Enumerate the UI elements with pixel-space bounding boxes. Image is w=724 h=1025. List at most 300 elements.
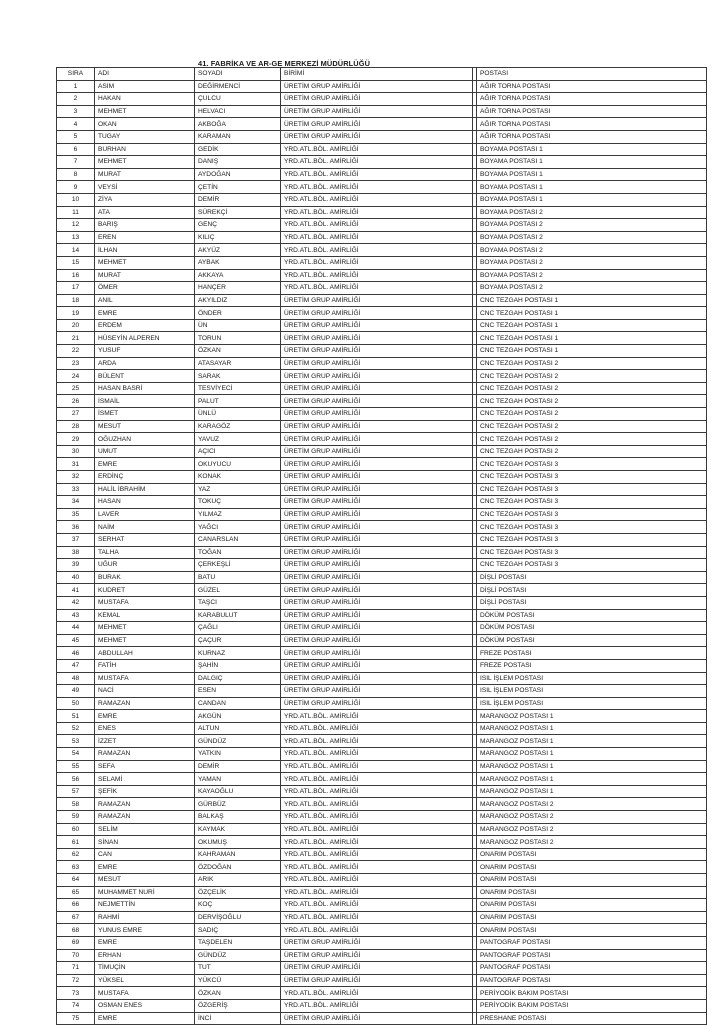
table-row <box>57 546 707 559</box>
cell-birimi: YRD.ATL.BÖL. AMİRLİĞİ <box>281 143 473 156</box>
cell-sira: 8 <box>57 168 95 181</box>
cell-adi: RAMAZAN <box>95 697 195 710</box>
cell-postasi: BOYAMA POSTASI 1 <box>477 181 707 194</box>
cell-sira: 68 <box>57 924 95 937</box>
cell-sira: 69 <box>57 936 95 949</box>
cell-sira: 58 <box>57 798 95 811</box>
cell-postasi: DÖKÜM POSTASI <box>477 622 707 635</box>
cell-birimi: ÜRETİM GRUP AMİRLİĞİ <box>281 445 473 458</box>
table-row <box>57 634 707 647</box>
cell-adi: KEMAL <box>95 609 195 622</box>
cell-adi: NACİ <box>95 685 195 698</box>
table-row <box>57 987 707 1000</box>
cell-adi: OSMAN ENES <box>95 999 195 1012</box>
table-row <box>57 760 707 773</box>
cell-adi: SERHAT <box>95 533 195 546</box>
table-row <box>57 748 707 761</box>
table-row <box>57 999 707 1012</box>
cell-sira: 40 <box>57 571 95 584</box>
cell-birimi: YRD.ATL.BÖL. AMİRLİĞİ <box>281 811 473 824</box>
cell-birimi: YRD.ATL.BÖL. AMİRLİĞİ <box>281 219 473 232</box>
cell-adi: VEYSİ <box>95 181 195 194</box>
cell-postasi: AĞIR TORNA POSTASI <box>477 105 707 118</box>
cell-adi: MESUT <box>95 420 195 433</box>
cell-postasi: PANTOGRAF POSTASI <box>477 949 707 962</box>
cell-sira: 30 <box>57 445 95 458</box>
cell-postasi: ISIL İŞLEM POSTASI <box>477 697 707 710</box>
cell-adi: ATA <box>95 206 195 219</box>
table-row <box>57 219 707 232</box>
cell-birimi: ÜRETİM GRUP AMİRLİĞİ <box>281 609 473 622</box>
table-row <box>57 156 707 169</box>
table-row <box>57 332 707 345</box>
cell-birimi: ÜRETİM GRUP AMİRLİĞİ <box>281 521 473 534</box>
cell-postasi: ONARIM POSTASI <box>477 848 707 861</box>
cell-postasi: AĞIR TORNA POSTASI <box>477 118 707 131</box>
table-row <box>57 118 707 131</box>
cell-sira: 51 <box>57 710 95 723</box>
table-row <box>57 571 707 584</box>
cell-postasi: DİŞLİ POSTASI <box>477 596 707 609</box>
cell-postasi: CNC TEZGAH POSTASI 3 <box>477 533 707 546</box>
cell-adi: NAİM <box>95 521 195 534</box>
cell-postasi: CNC TEZGAH POSTASI 3 <box>477 471 707 484</box>
cell-birimi: ÜRETİM GRUP AMİRLİĞİ <box>281 471 473 484</box>
cell-sira: 21 <box>57 332 95 345</box>
cell-birimi: ÜRETİM GRUP AMİRLİĞİ <box>281 105 473 118</box>
cell-sira: 25 <box>57 382 95 395</box>
cell-birimi: ÜRETİM GRUP AMİRLİĞİ <box>281 332 473 345</box>
cell-postasi: CNC TEZGAH POSTASI 3 <box>477 508 707 521</box>
table-row <box>57 949 707 962</box>
cell-birimi: ÜRETİM GRUP AMİRLİĞİ <box>281 559 473 572</box>
table-row <box>57 924 707 937</box>
table-row <box>57 345 707 358</box>
cell-sira: 36 <box>57 521 95 534</box>
cell-adi: ERDEM <box>95 319 195 332</box>
cell-postasi: FREZE POSTASI <box>477 647 707 660</box>
table-row <box>57 622 707 635</box>
table-row <box>57 269 707 282</box>
cell-adi: ZİYA <box>95 193 195 206</box>
cell-adi: EMRE <box>95 1012 195 1025</box>
cell-sira: 34 <box>57 496 95 509</box>
header-soyadi: SOYADI <box>195 68 281 81</box>
cell-birimi: ÜRETİM GRUP AMİRLİĞİ <box>281 370 473 383</box>
cell-postasi: ISIL İŞLEM POSTASI <box>477 672 707 685</box>
table-row <box>57 823 707 836</box>
cell-adi: RAHMİ <box>95 911 195 924</box>
cell-birimi: ÜRETİM GRUP AMİRLİĞİ <box>281 319 473 332</box>
cell-sira: 38 <box>57 546 95 559</box>
cell-postasi: CNC TEZGAH POSTASI 2 <box>477 382 707 395</box>
cell-sira: 20 <box>57 319 95 332</box>
cell-adi: NEJMETTİN <box>95 899 195 912</box>
cell-postasi: MARANGOZ POSTASI 2 <box>477 798 707 811</box>
cell-soyadi: AKKAYA <box>195 269 281 282</box>
cell-postasi: DİŞLİ POSTASI <box>477 571 707 584</box>
table-row <box>57 256 707 269</box>
cell-sira: 67 <box>57 911 95 924</box>
cell-postasi: PERİYODİK BAKIM POSTASI <box>477 999 707 1012</box>
cell-birimi: YRD.ATL.BÖL. AMİRLİĞİ <box>281 987 473 1000</box>
cell-birimi: ÜRETİM GRUP AMİRLİĞİ <box>281 974 473 987</box>
cell-postasi: ONARIM POSTASI <box>477 861 707 874</box>
cell-soyadi: ATASAYAR <box>195 357 281 370</box>
cell-birimi: ÜRETİM GRUP AMİRLİĞİ <box>281 483 473 496</box>
cell-adi: ABDULLAH <box>95 647 195 660</box>
cell-postasi: PANTOGRAF POSTASI <box>477 936 707 949</box>
cell-soyadi: DANIŞ <box>195 156 281 169</box>
cell-soyadi: TUT <box>195 962 281 975</box>
cell-sira: 10 <box>57 193 95 206</box>
cell-postasi: ONARIM POSTASI <box>477 911 707 924</box>
table-row <box>57 458 707 471</box>
cell-soyadi: ÇETİN <box>195 181 281 194</box>
cell-adi: İSMET <box>95 408 195 421</box>
table-row <box>57 697 707 710</box>
cell-birimi: ÜRETİM GRUP AMİRLİĞİ <box>281 546 473 559</box>
table-row <box>57 143 707 156</box>
cell-soyadi: AKGÜN <box>195 710 281 723</box>
cell-postasi: BOYAMA POSTASI 1 <box>477 156 707 169</box>
cell-sira: 14 <box>57 244 95 257</box>
cell-adi: İLHAN <box>95 244 195 257</box>
cell-adi: HALİL İBRAHİM <box>95 483 195 496</box>
cell-soyadi: KAHRAMAN <box>195 848 281 861</box>
cell-postasi: CNC TEZGAH POSTASI 2 <box>477 408 707 421</box>
cell-adi: EMRE <box>95 710 195 723</box>
cell-sira: 44 <box>57 622 95 635</box>
cell-adi: BURHAN <box>95 143 195 156</box>
cell-adi: ERHAN <box>95 949 195 962</box>
cell-adi: LAVER <box>95 508 195 521</box>
cell-birimi: ÜRETİM GRUP AMİRLİĞİ <box>281 357 473 370</box>
cell-birimi: ÜRETİM GRUP AMİRLİĞİ <box>281 93 473 106</box>
table-row <box>57 533 707 546</box>
cell-sira: 50 <box>57 697 95 710</box>
table-row <box>57 420 707 433</box>
table-row <box>57 231 707 244</box>
cell-soyadi: ARIK <box>195 874 281 887</box>
cell-sira: 62 <box>57 848 95 861</box>
cell-birimi: ÜRETİM GRUP AMİRLİĞİ <box>281 949 473 962</box>
cell-soyadi: KONAK <box>195 471 281 484</box>
cell-birimi: YRD.ATL.BÖL. AMİRLİĞİ <box>281 836 473 849</box>
cell-sira: 11 <box>57 206 95 219</box>
cell-soyadi: AYDOĞAN <box>195 168 281 181</box>
cell-adi: ÖMER <box>95 282 195 295</box>
cell-soyadi: DEĞİRMENCİ <box>195 80 281 93</box>
cell-birimi: ÜRETİM GRUP AMİRLİĞİ <box>281 345 473 358</box>
table-row <box>57 974 707 987</box>
cell-sira: 5 <box>57 130 95 143</box>
table-row <box>57 496 707 509</box>
cell-birimi: ÜRETİM GRUP AMİRLİĞİ <box>281 647 473 660</box>
cell-sira: 52 <box>57 722 95 735</box>
cell-soyadi: ALTUN <box>195 722 281 735</box>
cell-birimi: YRD.ATL.BÖL. AMİRLİĞİ <box>281 924 473 937</box>
cell-soyadi: HANÇER <box>195 282 281 295</box>
cell-sira: 19 <box>57 307 95 320</box>
cell-sira: 65 <box>57 886 95 899</box>
cell-soyadi: KOÇ <box>195 899 281 912</box>
cell-sira: 47 <box>57 659 95 672</box>
cell-adi: EMRE <box>95 861 195 874</box>
cell-birimi: ÜRETİM GRUP AMİRLİĞİ <box>281 294 473 307</box>
cell-sira: 39 <box>57 559 95 572</box>
cell-birimi: YRD.ATL.BÖL. AMİRLİĞİ <box>281 244 473 257</box>
cell-postasi: DÖKÜM POSTASI <box>477 634 707 647</box>
cell-soyadi: KURNAZ <box>195 647 281 660</box>
cell-adi: EMRE <box>95 307 195 320</box>
table-header-row <box>57 68 707 81</box>
cell-soyadi: ÖNDER <box>195 307 281 320</box>
cell-birimi: YRD.ATL.BÖL. AMİRLİĞİ <box>281 168 473 181</box>
cell-birimi: YRD.ATL.BÖL. AMİRLİĞİ <box>281 848 473 861</box>
cell-soyadi: PALUT <box>195 395 281 408</box>
cell-birimi: YRD.ATL.BÖL. AMİRLİĞİ <box>281 156 473 169</box>
table-row <box>57 710 707 723</box>
cell-birimi: ÜRETİM GRUP AMİRLİĞİ <box>281 936 473 949</box>
cell-postasi: MARANGOZ POSTASI 1 <box>477 710 707 723</box>
table-row <box>57 609 707 622</box>
cell-postasi: CNC TEZGAH POSTASI 1 <box>477 332 707 345</box>
table-row <box>57 773 707 786</box>
table-row <box>57 647 707 660</box>
header-sira: SIRA <box>57 68 95 81</box>
cell-adi: İSMAİL <box>95 395 195 408</box>
cell-sira: 2 <box>57 93 95 106</box>
cell-birimi: YRD.ATL.BÖL. AMİRLİĞİ <box>281 269 473 282</box>
cell-postasi: DÖKÜM POSTASI <box>477 609 707 622</box>
cell-postasi: CNC TEZGAH POSTASI 2 <box>477 357 707 370</box>
cell-adi: İZZET <box>95 735 195 748</box>
table-row <box>57 911 707 924</box>
table-row <box>57 848 707 861</box>
cell-sira: 64 <box>57 874 95 887</box>
cell-adi: MUSTAFA <box>95 672 195 685</box>
table-row <box>57 962 707 975</box>
cell-postasi: CNC TEZGAH POSTASI 2 <box>477 445 707 458</box>
header-adi: ADI <box>95 68 195 81</box>
cell-adi: MEHMET <box>95 105 195 118</box>
cell-birimi: YRD.ATL.BÖL. AMİRLİĞİ <box>281 231 473 244</box>
cell-birimi: YRD.ATL.BÖL. AMİRLİĞİ <box>281 999 473 1012</box>
table-row <box>57 521 707 534</box>
cell-adi: HASAN <box>95 496 195 509</box>
cell-soyadi: ESEN <box>195 685 281 698</box>
cell-adi: BARIŞ <box>95 219 195 232</box>
cell-postasi: CNC TEZGAH POSTASI 1 <box>477 307 707 320</box>
cell-adi: RAMAZAN <box>95 798 195 811</box>
table-row <box>57 193 707 206</box>
cell-sira: 60 <box>57 823 95 836</box>
cell-soyadi: İNCİ <box>195 1012 281 1025</box>
cell-postasi: MARANGOZ POSTASI 1 <box>477 773 707 786</box>
cell-birimi: YRD.ATL.BÖL. AMİRLİĞİ <box>281 181 473 194</box>
cell-sira: 43 <box>57 609 95 622</box>
cell-adi: ASIM <box>95 80 195 93</box>
cell-soyadi: CANARSLAN <box>195 533 281 546</box>
table-row <box>57 357 707 370</box>
table-row <box>57 408 707 421</box>
cell-adi: EREN <box>95 231 195 244</box>
table-row <box>57 508 707 521</box>
cell-adi: ŞEFİK <box>95 785 195 798</box>
cell-soyadi: KARABULUT <box>195 609 281 622</box>
table-row <box>57 596 707 609</box>
cell-soyadi: AYBAK <box>195 256 281 269</box>
table-row <box>57 836 707 849</box>
cell-adi: YUSUF <box>95 345 195 358</box>
cell-soyadi: OKUMUŞ <box>195 836 281 849</box>
cell-sira: 6 <box>57 143 95 156</box>
cell-sira: 31 <box>57 458 95 471</box>
cell-postasi: BOYAMA POSTASI 2 <box>477 219 707 232</box>
cell-postasi: MARANGOZ POSTASI 1 <box>477 735 707 748</box>
table-row <box>57 370 707 383</box>
table-row <box>57 559 707 572</box>
cell-birimi: YRD.ATL.BÖL. AMİRLİĞİ <box>281 710 473 723</box>
cell-postasi: AĞIR TORNA POSTASI <box>477 130 707 143</box>
cell-soyadi: DERVİŞOĞLU <box>195 911 281 924</box>
cell-postasi: FREZE POSTASI <box>477 659 707 672</box>
cell-sira: 72 <box>57 974 95 987</box>
cell-soyadi: AKYÜZ <box>195 244 281 257</box>
cell-sira: 45 <box>57 634 95 647</box>
table-row <box>57 886 707 899</box>
cell-sira: 42 <box>57 596 95 609</box>
cell-soyadi: KARAMAN <box>195 130 281 143</box>
cell-soyadi: ÜN <box>195 319 281 332</box>
table-row <box>57 659 707 672</box>
cell-soyadi: AKBOĞA <box>195 118 281 131</box>
cell-soyadi: TOKUÇ <box>195 496 281 509</box>
table-row <box>57 445 707 458</box>
cell-postasi: CNC TEZGAH POSTASI 2 <box>477 433 707 446</box>
cell-postasi: ONARIM POSTASI <box>477 924 707 937</box>
table-row <box>57 168 707 181</box>
cell-sira: 32 <box>57 471 95 484</box>
cell-soyadi: YATKIN <box>195 748 281 761</box>
cell-birimi: ÜRETİM GRUP AMİRLİĞİ <box>281 533 473 546</box>
cell-sira: 59 <box>57 811 95 824</box>
cell-sira: 15 <box>57 256 95 269</box>
table-row <box>57 319 707 332</box>
cell-sira: 28 <box>57 420 95 433</box>
cell-adi: MURAT <box>95 168 195 181</box>
cell-sira: 61 <box>57 836 95 849</box>
cell-soyadi: GÜNDÜZ <box>195 735 281 748</box>
cell-sira: 35 <box>57 508 95 521</box>
cell-adi: HAKAN <box>95 93 195 106</box>
table-row <box>57 307 707 320</box>
cell-adi: MUHAMMET NURİ <box>95 886 195 899</box>
header-birimi: BİRİMİ <box>281 68 473 81</box>
table-row <box>57 80 707 93</box>
cell-sira: 63 <box>57 861 95 874</box>
cell-postasi: PANTOGRAF POSTASI <box>477 974 707 987</box>
cell-postasi: MARANGOZ POSTASI 1 <box>477 722 707 735</box>
cell-postasi: BOYAMA POSTASI 2 <box>477 269 707 282</box>
cell-postasi: CNC TEZGAH POSTASI 3 <box>477 458 707 471</box>
cell-sira: 27 <box>57 408 95 421</box>
cell-sira: 53 <box>57 735 95 748</box>
cell-soyadi: YAVUZ <box>195 433 281 446</box>
cell-sira: 24 <box>57 370 95 383</box>
cell-sira: 75 <box>57 1012 95 1025</box>
cell-adi: RAMAZAN <box>95 811 195 824</box>
cell-soyadi: ÇAÇUR <box>195 634 281 647</box>
cell-sira: 13 <box>57 231 95 244</box>
cell-soyadi: BATU <box>195 571 281 584</box>
cell-sira: 73 <box>57 987 95 1000</box>
cell-adi: OKAN <box>95 118 195 131</box>
cell-postasi: MARANGOZ POSTASI 1 <box>477 785 707 798</box>
cell-soyadi: CANDAN <box>195 697 281 710</box>
table-row <box>57 861 707 874</box>
cell-adi: MUSTAFA <box>95 596 195 609</box>
cell-birimi: YRD.ATL.BÖL. AMİRLİĞİ <box>281 823 473 836</box>
cell-adi: BURAK <box>95 571 195 584</box>
cell-adi: UĞUR <box>95 559 195 572</box>
cell-postasi: PRESHANE POSTASI <box>477 1012 707 1025</box>
cell-birimi: YRD.ATL.BÖL. AMİRLİĞİ <box>281 256 473 269</box>
cell-soyadi: ÖZKAN <box>195 345 281 358</box>
cell-soyadi: ÖZKAN <box>195 987 281 1000</box>
cell-postasi: BOYAMA POSTASI 2 <box>477 206 707 219</box>
cell-soyadi: ÖZGERİŞ <box>195 999 281 1012</box>
cell-birimi: YRD.ATL.BÖL. AMİRLİĞİ <box>281 874 473 887</box>
table-row <box>57 483 707 496</box>
cell-postasi: CNC TEZGAH POSTASI 1 <box>477 345 707 358</box>
cell-sira: 26 <box>57 395 95 408</box>
cell-adi: HÜSEYİN ALPEREN <box>95 332 195 345</box>
cell-birimi: ÜRETİM GRUP AMİRLİĞİ <box>281 395 473 408</box>
table-row <box>57 294 707 307</box>
cell-postasi: CNC TEZGAH POSTASI 1 <box>477 294 707 307</box>
cell-sira: 33 <box>57 483 95 496</box>
cell-postasi: BOYAMA POSTASI 1 <box>477 168 707 181</box>
cell-sira: 7 <box>57 156 95 169</box>
cell-adi: EMRE <box>95 936 195 949</box>
cell-soyadi: ÇERKEŞLİ <box>195 559 281 572</box>
cell-soyadi: HELVACI <box>195 105 281 118</box>
cell-adi: UMUT <box>95 445 195 458</box>
cell-soyadi: KARAGÖZ <box>195 420 281 433</box>
table-row <box>57 282 707 295</box>
cell-soyadi: KAYMAK <box>195 823 281 836</box>
cell-sira: 66 <box>57 899 95 912</box>
cell-birimi: YRD.ATL.BÖL. AMİRLİĞİ <box>281 193 473 206</box>
cell-soyadi: TORUN <box>195 332 281 345</box>
cell-postasi: CNC TEZGAH POSTASI 3 <box>477 483 707 496</box>
cell-soyadi: YAMAN <box>195 773 281 786</box>
cell-birimi: YRD.ATL.BÖL. AMİRLİĞİ <box>281 899 473 912</box>
table-row <box>57 785 707 798</box>
cell-postasi: CNC TEZGAH POSTASI 3 <box>477 496 707 509</box>
table-row <box>57 811 707 824</box>
page-title: 41. FABRİKA VE AR-GE MERKEZİ MÜDÜRLÜĞÜ <box>198 59 371 68</box>
cell-postasi: MARANGOZ POSTASI 2 <box>477 823 707 836</box>
cell-adi: YUNUS EMRE <box>95 924 195 937</box>
cell-sira: 41 <box>57 584 95 597</box>
cell-postasi: CNC TEZGAH POSTASI 2 <box>477 395 707 408</box>
cell-soyadi: KAYAOĞLU <box>195 785 281 798</box>
cell-postasi: PANTOGRAF POSTASI <box>477 962 707 975</box>
cell-postasi: MARANGOZ POSTASI 1 <box>477 760 707 773</box>
